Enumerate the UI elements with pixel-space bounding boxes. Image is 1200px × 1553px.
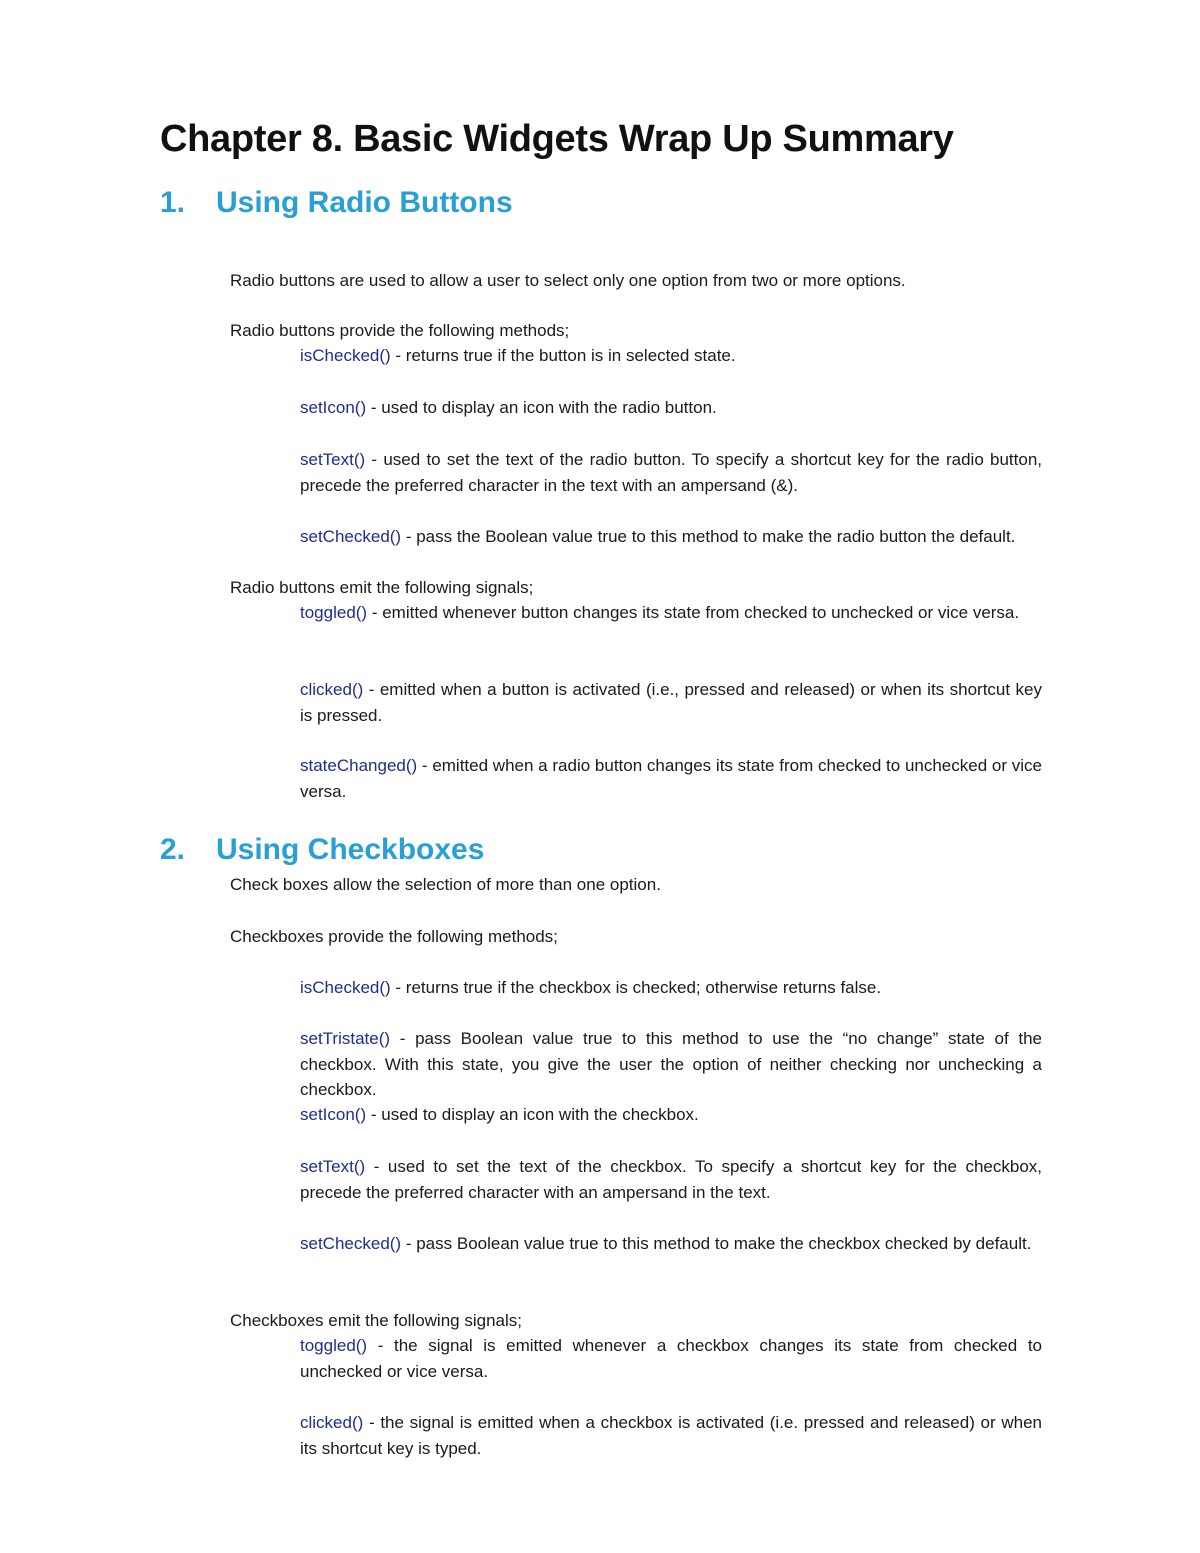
signal-name: clicked() [300,680,364,699]
signal-description: - emitted when a button is activated (i.e., pressed and released) or when its shortcut key is pressed. [300,680,1042,725]
section-title: Using Radio Buttons [216,186,513,219]
method-description: - pass Boolean value true to this method to make the checkbox checked by default. [401,1234,1032,1253]
radio-signal-toggled [300,600,1042,626]
checkbox-signal-toggled [300,1333,1042,1384]
checkbox-method-seticon [300,1102,1042,1128]
method-description: - returns true if the button is in selected state. [390,346,736,365]
section-number: 2. [160,833,186,866]
method-name: setText() [300,1157,366,1176]
method-name: setChecked() [300,1234,402,1253]
section-heading-radio-buttons [160,186,513,220]
method-name: isChecked() [300,346,391,365]
method-description: - used to set the text of the checkbox. To specify a shortcut key for the checkbox, precede the preferred character with an ampersand in the text. [300,1157,1042,1202]
signal-description: - the signal is emitted whenever a checkbox changes its state from checked to unchecked or vice versa. [300,1336,1042,1381]
signal-description: - the signal is emitted when a checkbox is activated (i.e. pressed and released) or when its shortcut key is typed. [300,1413,1042,1458]
signal-description: - emitted when a radio button changes its state from checked to unchecked or vice versa. [300,756,1042,801]
method-name: isChecked() [300,978,391,997]
method-description: - pass the Boolean value true to this method to make the radio button the default. [401,527,1016,546]
method-description: - used to display an icon with the checkbox. [366,1105,699,1124]
method-description: - used to display an icon with the radio button. [366,398,717,417]
signal-name: toggled() [300,1336,368,1355]
checkbox-method-ischecked [300,975,1042,1001]
method-name: setText() [300,450,366,469]
signal-name: stateChanged() [300,756,418,775]
section-title: Using Checkboxes [216,833,485,866]
radio-signal-statechanged [300,753,1042,804]
signal-description: - emitted whenever button changes its state from checked to unchecked or vice versa. [367,603,1020,622]
method-description: - pass Boolean value true to this method to use the “no change” state of the checkbox. With this state, you give the user the option of neither checking nor unchecking a checkbox. [300,1029,1042,1099]
checkbox-method-settext [300,1154,1042,1205]
method-description: - used to set the text of the radio button. To specify a shortcut key for the radio button, precede the preferred character in the text with an ampersand (&). [300,450,1042,495]
radio-signal-clicked [300,677,1042,728]
checkbox-signals-intro: Checkboxes emit the following signals; [230,1311,522,1330]
method-description: - returns true if the checkbox is checked; otherwise returns false. [390,978,882,997]
method-name: setIcon() [300,398,367,417]
radio-signals-intro: Radio buttons emit the following signals; [230,578,534,597]
radio-method-settext [300,447,1042,498]
checkbox-methods-intro: Checkboxes provide the following methods; [230,927,558,946]
radio-method-seticon [300,395,1042,421]
section-heading-checkboxes [160,833,484,867]
radio-methods-intro: Radio buttons provide the following methods; [230,321,570,340]
method-name: setIcon() [300,1105,367,1124]
checkbox-intro: Check boxes allow the selection of more than one option. [230,875,661,894]
checkbox-signal-clicked [300,1410,1042,1461]
section-number: 1. [160,186,186,219]
signal-name: clicked() [300,1413,364,1432]
checkbox-method-setchecked [300,1231,1042,1257]
radio-method-ischecked [300,343,1042,369]
page-title: Chapter 8. Basic Widgets Wrap Up Summary [160,118,954,160]
signal-name: toggled() [300,603,368,622]
method-name: setTristate() [300,1029,391,1048]
radio-intro: Radio buttons are used to allow a user to select only one option from two or more options. [230,271,906,290]
checkbox-method-settristate [300,1026,1042,1103]
radio-method-setchecked [300,524,1042,550]
method-name: setChecked() [300,527,402,546]
